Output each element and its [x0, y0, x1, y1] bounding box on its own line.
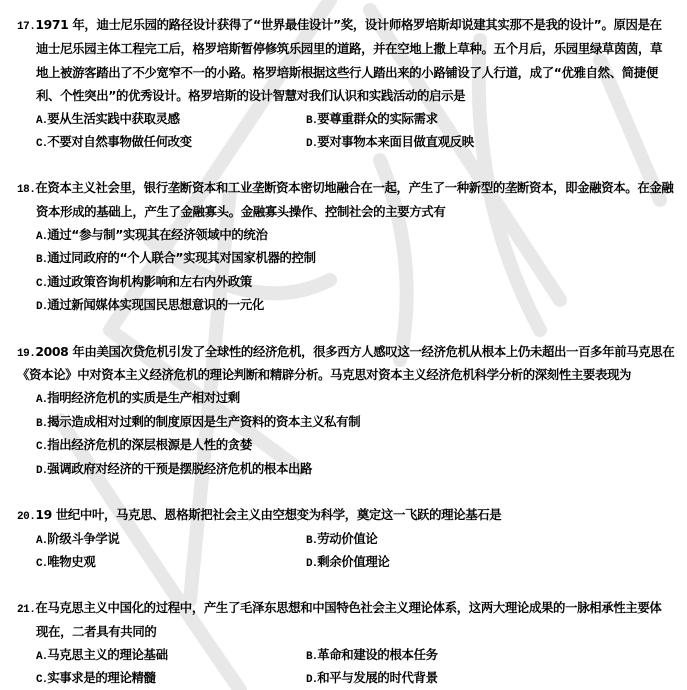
question-stem-line: 21.在马克思主义中国化的过程中，产生了毛泽东思想和中国特色社会主义理论体系，这两大理论成果的一脉相承性主要体 — [17, 600, 662, 616]
question-stem-line: 18.在资本主义社会里，银行垄断资本和工业垄断资本密切地融合在一起，产生了一种新型的垄断资本，即金融资本。在金融 — [17, 180, 674, 196]
question-number: 18. — [17, 184, 36, 196]
question-stem-line: 《资本论》中对资本主义经济危机的理论判断和精辟分析。马克思对资本主义经济危机科学分析的深刻性主要表现为 — [17, 367, 632, 382]
option-c[interactable]: C.通过政策咨询机构影响和左右内外政策 — [36, 274, 252, 290]
question-number: 17. — [17, 21, 36, 33]
question-stem-line: 17.1971 年，迪士尼乐园的路径设计获得了“世界最佳设计”奖，设计师格罗培斯却说建其实那不是我的设计”。原因是在 — [17, 17, 662, 33]
option-d[interactable]: D.和平与发展的时代背景 — [306, 670, 438, 686]
option-c[interactable]: C.指出经济危机的深层根源是人性的贪婪 — [36, 437, 252, 453]
option-a[interactable]: A.马克思主义的理论基础 — [36, 647, 168, 663]
option-b[interactable]: B.通过同政府的“个人联合”实现其对国家机器的控制 — [36, 250, 316, 266]
option-b[interactable]: B.革命和建设的根本任务 — [306, 647, 438, 663]
option-d[interactable]: D.强调政府对经济的干预是摆脱经济危机的根本出路 — [36, 461, 313, 477]
option-c[interactable]: C.唯物史观 — [36, 554, 96, 570]
question-number: 21. — [17, 604, 36, 616]
question-stem-line: 利、个性突出”的优秀设计。格罗培斯的设计智慧对我们认识和实践活动的启示是 — [36, 88, 466, 103]
option-b[interactable]: B.劳动价值论 — [306, 531, 378, 547]
question-stem-line: 资本形成的基础上，产生了金融寡头。金融寡头操作、控制社会的主要方式有 — [36, 204, 446, 219]
question-stem-line: 19.2008 年由美国次贷危机引发了全球性的经济危机，很多西方人感叹这一经济危机从根本上仍未超出一百多年前马克思在 — [17, 344, 675, 360]
option-b[interactable]: B.要尊重群众的实际需求 — [306, 111, 438, 127]
option-b[interactable]: B.揭示造成相对过剩的制度原因是生产资料的资本主义私有制 — [36, 414, 361, 430]
question-stem-line: 迪士尼乐园主体工程完工后，格罗培斯暂停修筑乐园里的道路，并在空地上撒上草种。五个月后，乐园里绿草茵茵，草 — [36, 41, 663, 56]
option-d[interactable]: D.剩余价值理论 — [306, 554, 390, 570]
question-stem-line: 20.19 世纪中叶，马克思、恩格斯把社会主义由空想变为科学，奠定这一飞跃的理论基石是 — [17, 507, 502, 523]
question-stem-line: 现在，二者具有共同的 — [36, 624, 157, 639]
question-number: 19. — [17, 348, 36, 360]
option-c[interactable]: C.不要对自然事物做任何改变 — [36, 134, 192, 150]
question-number: 20. — [17, 511, 36, 523]
option-a[interactable]: A.阶级斗争学说 — [36, 531, 120, 547]
question-stem-line: 地上被游客踏出了不少宽窄不一的小路。格罗培斯根据这些行人踏出来的小路铺设了人行道，成了“优雅自然、简捷便 — [36, 65, 658, 80]
option-a[interactable]: A.通过“参与制”实现其在经济领域中的统治 — [36, 227, 268, 243]
option-c[interactable]: C.实事求是的理论精髓 — [36, 670, 156, 686]
option-d[interactable]: D.通过新闻媒体实现国民思想意识的一元化 — [36, 297, 264, 313]
option-a[interactable]: A.要从生活实践中获取灵感 — [36, 111, 180, 127]
option-a[interactable]: A.指明经济危机的实质是生产相对过剩 — [36, 390, 240, 406]
option-d[interactable]: D.要对事物本来面目做直观反映 — [306, 134, 474, 150]
